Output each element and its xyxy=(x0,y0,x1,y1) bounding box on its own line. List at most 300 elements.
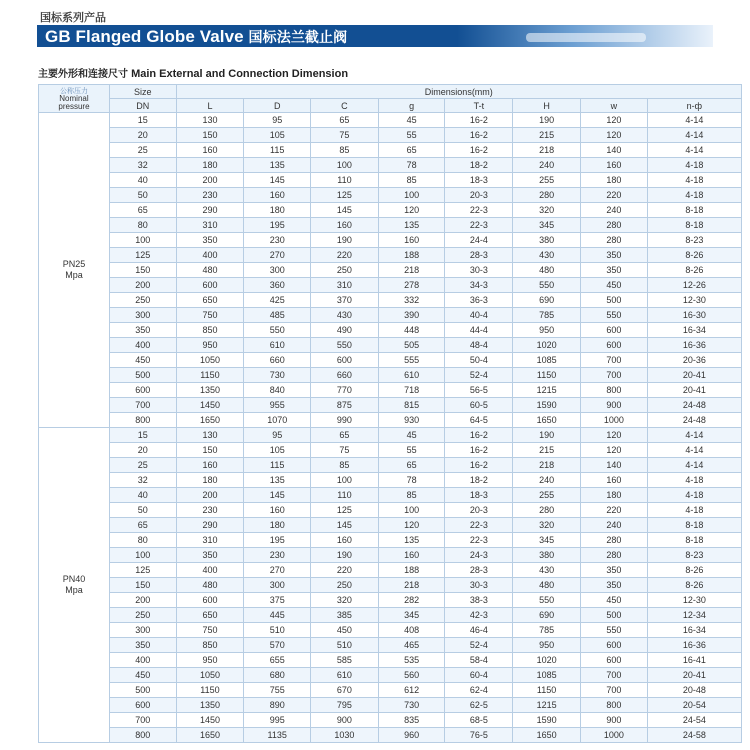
dimension-table xyxy=(38,84,742,743)
table-cell: 120 xyxy=(378,203,445,218)
table-row xyxy=(39,728,742,743)
table-cell: 1050 xyxy=(176,668,244,683)
table-cell: 34-3 xyxy=(445,278,513,293)
table-cell: 16-2 xyxy=(445,443,513,458)
table-cell: 120 xyxy=(580,113,647,128)
table-cell: 120 xyxy=(580,128,647,143)
table-cell: 160 xyxy=(580,473,647,488)
table-cell: 16-2 xyxy=(445,458,513,473)
table-cell: 332 xyxy=(378,293,445,308)
table-cell: 20-48 xyxy=(647,683,741,698)
table-cell: 52-4 xyxy=(445,368,513,383)
table-cell: 600 xyxy=(109,383,176,398)
table-row xyxy=(39,128,742,143)
table-cell: 58-4 xyxy=(445,653,513,668)
table-cell: 840 xyxy=(244,383,311,398)
table-cell: 505 xyxy=(378,338,445,353)
table-cell: 690 xyxy=(513,293,581,308)
table-cell: 78 xyxy=(378,158,445,173)
table-cell: 40 xyxy=(109,488,176,503)
table-cell: 660 xyxy=(244,353,311,368)
table-cell: 270 xyxy=(244,248,311,263)
table-cell: 270 xyxy=(244,563,311,578)
table-cell: 310 xyxy=(176,218,244,233)
table-cell: 44-4 xyxy=(445,323,513,338)
table-cell: 18-2 xyxy=(445,473,513,488)
table-row xyxy=(39,638,742,653)
table-cell: 900 xyxy=(580,713,647,728)
table-cell: 20-41 xyxy=(647,368,741,383)
table-cell: 430 xyxy=(513,248,581,263)
table-cell: 200 xyxy=(176,173,244,188)
table-cell: 150 xyxy=(109,263,176,278)
table-cell: 55 xyxy=(378,128,445,143)
table-row xyxy=(39,308,742,323)
table-cell: 12-26 xyxy=(647,278,741,293)
table-cell: 610 xyxy=(244,338,311,353)
table-cell: 18-2 xyxy=(445,158,513,173)
table-cell: 60-5 xyxy=(445,398,513,413)
table-cell: 30-3 xyxy=(445,263,513,278)
table-cell: 350 xyxy=(580,563,647,578)
table-body xyxy=(39,113,742,743)
table-cell: 190 xyxy=(513,113,581,128)
table-cell: 1350 xyxy=(176,698,244,713)
table-cell: 500 xyxy=(109,368,176,383)
table-cell: 16-34 xyxy=(647,323,741,338)
table-cell: 950 xyxy=(176,653,244,668)
table-row xyxy=(39,563,742,578)
table-cell: 465 xyxy=(378,638,445,653)
table-cell: 800 xyxy=(580,383,647,398)
table-cell: 750 xyxy=(176,308,244,323)
table-cell: 150 xyxy=(109,578,176,593)
table-cell: 4-18 xyxy=(647,158,741,173)
table-cell: 400 xyxy=(176,248,244,263)
table-cell: 500 xyxy=(580,293,647,308)
table-cell: 1590 xyxy=(513,398,581,413)
table-cell: 800 xyxy=(580,698,647,713)
table-cell: 218 xyxy=(378,263,445,278)
table-cell: 600 xyxy=(176,278,244,293)
table-cell: 350 xyxy=(109,638,176,653)
table-cell: 15 xyxy=(109,113,176,128)
table-cell: 1590 xyxy=(513,713,581,728)
table-cell: 250 xyxy=(311,263,379,278)
table-cell: 20-3 xyxy=(445,503,513,518)
table-row xyxy=(39,668,742,683)
table-cell: 300 xyxy=(244,578,311,593)
table-cell: 8-18 xyxy=(647,533,741,548)
table-row xyxy=(39,383,742,398)
table-cell: 22-3 xyxy=(445,218,513,233)
table-cell: 24-58 xyxy=(647,728,741,743)
table-cell: 20-41 xyxy=(647,668,741,683)
table-cell: 50 xyxy=(109,188,176,203)
table-cell: 280 xyxy=(580,218,647,233)
table-cell: 690 xyxy=(513,608,581,623)
table-cell: 280 xyxy=(513,188,581,203)
table-cell: 380 xyxy=(513,233,581,248)
table-cell: 550 xyxy=(513,593,581,608)
dimensions-header: Dimensions(mm) xyxy=(176,85,741,99)
table-cell: 55 xyxy=(378,443,445,458)
table-cell: 160 xyxy=(378,548,445,563)
table-cell: 16-2 xyxy=(445,128,513,143)
table-cell: 160 xyxy=(378,233,445,248)
table-cell: 85 xyxy=(311,458,379,473)
banner-watermark xyxy=(526,33,646,42)
table-cell: 290 xyxy=(176,203,244,218)
table-cell: 150 xyxy=(176,443,244,458)
table-cell: 16-2 xyxy=(445,113,513,128)
table-row xyxy=(39,548,742,563)
table-cell: 20-36 xyxy=(647,353,741,368)
table-cell: 130 xyxy=(176,113,244,128)
table-cell: 45 xyxy=(378,113,445,128)
table-cell: 24-48 xyxy=(647,398,741,413)
table-cell: 180 xyxy=(244,203,311,218)
series-label: 国标系列产品 xyxy=(40,11,106,24)
table-cell: 995 xyxy=(244,713,311,728)
pressure-unit-label: Mpa xyxy=(65,270,83,280)
table-cell: 370 xyxy=(311,293,379,308)
table-cell: 24-54 xyxy=(647,713,741,728)
table-cell: 32 xyxy=(109,473,176,488)
pressure-class-cell xyxy=(39,113,110,428)
table-cell: 250 xyxy=(109,608,176,623)
table-cell: 8-18 xyxy=(647,218,741,233)
table-cell: 480 xyxy=(513,263,581,278)
column-header-col-7: w xyxy=(580,99,647,113)
table-cell: 430 xyxy=(311,308,379,323)
table-cell: 4-14 xyxy=(647,143,741,158)
table-row xyxy=(39,473,742,488)
table-cell: 190 xyxy=(311,233,379,248)
table-cell: 100 xyxy=(311,473,379,488)
column-header-col-5: T-t xyxy=(445,99,513,113)
table-cell: 200 xyxy=(109,278,176,293)
table-cell: 85 xyxy=(311,143,379,158)
table-cell: 610 xyxy=(378,368,445,383)
table-cell: 280 xyxy=(580,548,647,563)
table-cell: 130 xyxy=(176,428,244,443)
table-cell: 20 xyxy=(109,128,176,143)
table-cell: 1085 xyxy=(513,668,581,683)
product-title-cn: 国标法兰截止阀 xyxy=(248,30,348,46)
table-cell: 135 xyxy=(378,218,445,233)
table-cell: 18-3 xyxy=(445,173,513,188)
table-cell: 1000 xyxy=(580,728,647,743)
table-cell: 1000 xyxy=(580,413,647,428)
table-cell: 180 xyxy=(244,518,311,533)
table-cell: 450 xyxy=(580,278,647,293)
table-cell: 125 xyxy=(311,188,379,203)
table-cell: 4-18 xyxy=(647,503,741,518)
section-title-en: Main External and Connection Dimension xyxy=(131,68,349,80)
table-cell: 195 xyxy=(244,218,311,233)
table-cell: 815 xyxy=(378,398,445,413)
table-cell: 160 xyxy=(244,503,311,518)
table-cell: 1350 xyxy=(176,383,244,398)
table-cell: 145 xyxy=(311,203,379,218)
table-cell: 300 xyxy=(109,308,176,323)
table-cell: 900 xyxy=(311,713,379,728)
table-cell: 120 xyxy=(378,518,445,533)
table-row xyxy=(39,653,742,668)
table-cell: 18-3 xyxy=(445,488,513,503)
table-cell: 160 xyxy=(176,458,244,473)
table-cell: 480 xyxy=(176,263,244,278)
table-cell: 40-4 xyxy=(445,308,513,323)
table-row xyxy=(39,443,742,458)
table-row xyxy=(39,203,742,218)
table-cell: 140 xyxy=(580,143,647,158)
table-cell: 12-30 xyxy=(647,293,741,308)
table-cell: 80 xyxy=(109,218,176,233)
table-cell: 535 xyxy=(378,653,445,668)
table-cell: 36-3 xyxy=(445,293,513,308)
table-cell: 8-23 xyxy=(647,548,741,563)
table-cell: 990 xyxy=(311,413,379,428)
table-cell: 20-54 xyxy=(647,698,741,713)
table-cell: 65 xyxy=(109,203,176,218)
column-header-col-4: g xyxy=(378,99,445,113)
pressure-unit-label: Mpa xyxy=(65,585,83,595)
table-cell: 218 xyxy=(513,143,581,158)
pressure-header-en-1: Nominal xyxy=(59,93,89,103)
table-cell: 145 xyxy=(311,518,379,533)
table-cell: 218 xyxy=(513,458,581,473)
table-cell: 62-4 xyxy=(445,683,513,698)
column-header-dn: DN xyxy=(109,99,176,113)
table-cell: 4-14 xyxy=(647,458,741,473)
table-cell: 1085 xyxy=(513,353,581,368)
table-cell: 100 xyxy=(378,503,445,518)
product-title-en: GB Flanged Globe Valve xyxy=(45,27,244,46)
table-cell: 550 xyxy=(513,278,581,293)
table-cell: 585 xyxy=(311,653,379,668)
table-cell: 125 xyxy=(109,563,176,578)
table-cell: 50 xyxy=(109,503,176,518)
table-cell: 188 xyxy=(378,563,445,578)
table-cell: 4-14 xyxy=(647,113,741,128)
table-cell: 1150 xyxy=(513,683,581,698)
table-cell: 65 xyxy=(311,113,379,128)
table-cell: 850 xyxy=(176,638,244,653)
table-row xyxy=(39,533,742,548)
table-cell: 110 xyxy=(311,173,379,188)
table-cell: 46-4 xyxy=(445,623,513,638)
table-cell: 1135 xyxy=(244,728,311,743)
table-cell: 230 xyxy=(176,503,244,518)
table-cell: 4-18 xyxy=(647,173,741,188)
table-cell: 400 xyxy=(176,563,244,578)
table-cell: 135 xyxy=(378,533,445,548)
table-cell: 320 xyxy=(513,203,581,218)
table-cell: 68-5 xyxy=(445,713,513,728)
table-cell: 160 xyxy=(176,143,244,158)
table-cell: 64-5 xyxy=(445,413,513,428)
table-cell: 375 xyxy=(244,593,311,608)
table-cell: 345 xyxy=(513,218,581,233)
table-cell: 875 xyxy=(311,398,379,413)
table-cell: 1020 xyxy=(513,338,581,353)
table-cell: 105 xyxy=(244,128,311,143)
table-cell: 445 xyxy=(244,608,311,623)
table-cell: 550 xyxy=(311,338,379,353)
table-cell: 85 xyxy=(378,173,445,188)
table-cell: 190 xyxy=(513,428,581,443)
table-cell: 1150 xyxy=(176,368,244,383)
table-cell: 38-3 xyxy=(445,593,513,608)
table-cell: 280 xyxy=(580,533,647,548)
table-cell: 480 xyxy=(176,578,244,593)
table-cell: 770 xyxy=(311,383,379,398)
table-cell: 450 xyxy=(109,353,176,368)
table-cell: 955 xyxy=(244,398,311,413)
table-cell: 680 xyxy=(244,668,311,683)
table-cell: 900 xyxy=(580,398,647,413)
table-cell: 75 xyxy=(311,443,379,458)
table-cell: 240 xyxy=(580,518,647,533)
table-row xyxy=(39,278,742,293)
table-cell: 215 xyxy=(513,443,581,458)
table-row xyxy=(39,323,742,338)
table-row xyxy=(39,143,742,158)
table-cell: 22-3 xyxy=(445,518,513,533)
table-row xyxy=(39,428,742,443)
table-cell: 700 xyxy=(580,683,647,698)
table-cell: 280 xyxy=(580,233,647,248)
column-header-col-6: H xyxy=(513,99,581,113)
table-row xyxy=(39,338,742,353)
table-cell: 8-23 xyxy=(647,233,741,248)
table-row xyxy=(39,698,742,713)
table-cell: 700 xyxy=(109,713,176,728)
table-cell: 115 xyxy=(244,143,311,158)
table-cell: 50-4 xyxy=(445,353,513,368)
table-cell: 390 xyxy=(378,308,445,323)
table-cell: 430 xyxy=(513,563,581,578)
table-cell: 750 xyxy=(176,623,244,638)
table-row xyxy=(39,218,742,233)
table-cell: 600 xyxy=(580,638,647,653)
column-header-col-1: L xyxy=(176,99,244,113)
table-cell: 380 xyxy=(513,548,581,563)
table-cell: 700 xyxy=(580,368,647,383)
table-cell: 4-18 xyxy=(647,188,741,203)
table-cell: 4-14 xyxy=(647,428,741,443)
table-row xyxy=(39,398,742,413)
table-cell: 400 xyxy=(109,338,176,353)
table-cell: 320 xyxy=(513,518,581,533)
table-cell: 160 xyxy=(244,188,311,203)
table-cell: 110 xyxy=(311,488,379,503)
table-row xyxy=(39,578,742,593)
table-cell: 282 xyxy=(378,593,445,608)
table-cell: 12-34 xyxy=(647,608,741,623)
table-cell: 62-5 xyxy=(445,698,513,713)
table-cell: 950 xyxy=(513,638,581,653)
table-cell: 1650 xyxy=(176,728,244,743)
table-cell: 600 xyxy=(580,653,647,668)
table-cell: 95 xyxy=(244,113,311,128)
table-cell: 785 xyxy=(513,308,581,323)
table-cell: 135 xyxy=(244,473,311,488)
column-header-col-2: D xyxy=(244,99,311,113)
table-row xyxy=(39,233,742,248)
table-cell: 100 xyxy=(311,158,379,173)
table-cell: 560 xyxy=(378,668,445,683)
table-cell: 24-3 xyxy=(445,548,513,563)
table-row xyxy=(39,368,742,383)
table-cell: 730 xyxy=(244,368,311,383)
table-cell: 4-14 xyxy=(647,128,741,143)
table-row xyxy=(39,503,742,518)
table-cell: 700 xyxy=(109,398,176,413)
table-cell: 730 xyxy=(378,698,445,713)
table-cell: 650 xyxy=(176,608,244,623)
table-cell: 448 xyxy=(378,323,445,338)
table-cell: 22-3 xyxy=(445,203,513,218)
table-cell: 220 xyxy=(580,503,647,518)
pressure-class-cell xyxy=(39,428,110,743)
table-cell: 1650 xyxy=(513,413,581,428)
table-cell: 115 xyxy=(244,458,311,473)
table-cell: 570 xyxy=(244,638,311,653)
table-cell: 240 xyxy=(580,203,647,218)
table-cell: 550 xyxy=(580,623,647,638)
table-cell: 240 xyxy=(513,473,581,488)
table-cell: 350 xyxy=(580,248,647,263)
table-cell: 360 xyxy=(244,278,311,293)
table-cell: 180 xyxy=(176,473,244,488)
table-row xyxy=(39,173,742,188)
table-row xyxy=(39,458,742,473)
table-cell: 25 xyxy=(109,458,176,473)
table-cell: 485 xyxy=(244,308,311,323)
table-cell: 800 xyxy=(109,728,176,743)
table-cell: 550 xyxy=(244,323,311,338)
table-cell: 610 xyxy=(311,668,379,683)
table-cell: 200 xyxy=(176,488,244,503)
table-cell: 105 xyxy=(244,443,311,458)
table-cell: 48-4 xyxy=(445,338,513,353)
table-cell: 145 xyxy=(244,173,311,188)
table-cell: 600 xyxy=(176,593,244,608)
table-cell: 550 xyxy=(580,308,647,323)
table-cell: 125 xyxy=(109,248,176,263)
table-cell: 1020 xyxy=(513,653,581,668)
table-cell: 320 xyxy=(311,593,379,608)
table-cell: 150 xyxy=(176,128,244,143)
table-cell: 135 xyxy=(244,158,311,173)
table-cell: 250 xyxy=(109,293,176,308)
table-cell: 80 xyxy=(109,533,176,548)
table-cell: 65 xyxy=(311,428,379,443)
table-cell: 490 xyxy=(311,323,379,338)
table-cell: 42-3 xyxy=(445,608,513,623)
table-cell: 310 xyxy=(311,278,379,293)
table-cell: 408 xyxy=(378,623,445,638)
table-cell: 450 xyxy=(311,623,379,638)
table-row xyxy=(39,113,742,128)
table-cell: 310 xyxy=(176,533,244,548)
table-cell: 700 xyxy=(580,668,647,683)
table-row xyxy=(39,353,742,368)
table-cell: 78 xyxy=(378,473,445,488)
